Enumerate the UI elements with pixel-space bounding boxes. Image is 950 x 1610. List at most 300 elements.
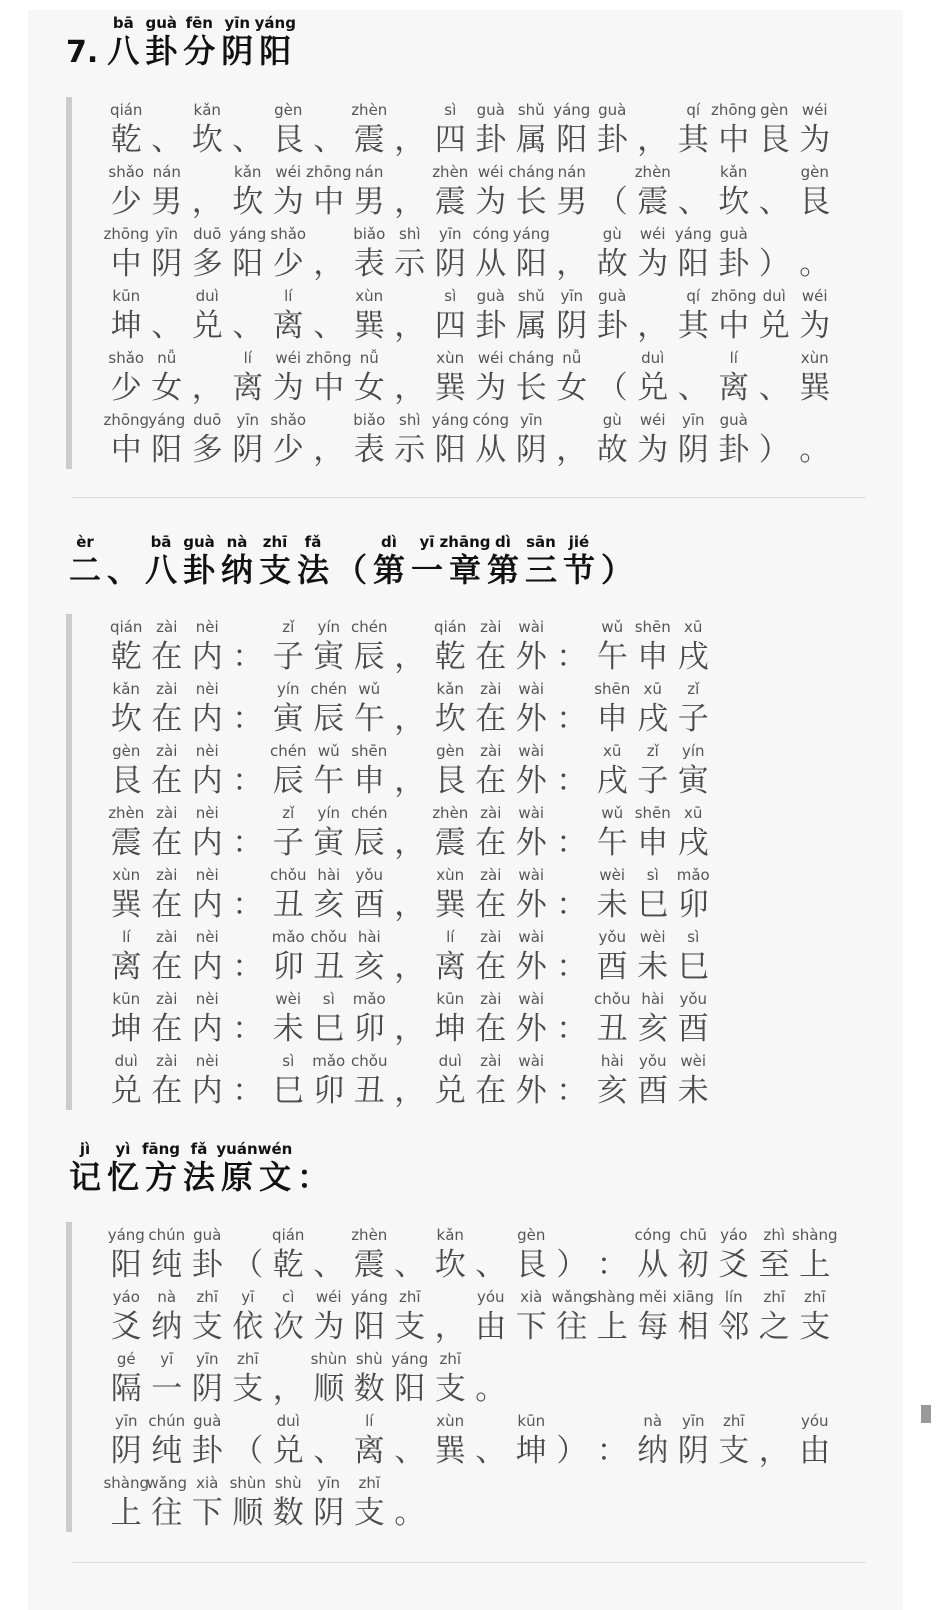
- hanzi: 。: [394, 1495, 426, 1531]
- hanzi: 其: [677, 308, 709, 344]
- pinyin: mǎo: [312, 1052, 346, 1070]
- text-char: [471, 1226, 512, 1284]
- text-char: [673, 928, 714, 986]
- hanzi: ：: [232, 701, 264, 737]
- text-char: [754, 1288, 795, 1346]
- pinyin: lí: [729, 349, 738, 367]
- text-char: [430, 349, 471, 407]
- pinyin: yǒu: [638, 1052, 667, 1070]
- pinyin: zhì: [763, 1226, 786, 1244]
- pinyin: zhōng: [305, 163, 352, 181]
- hanzi: 卦: [475, 308, 507, 344]
- pinyin: bā: [112, 14, 134, 32]
- hanzi: 外: [515, 639, 547, 675]
- hanzi: 邻: [718, 1309, 750, 1345]
- pinyin: biǎo: [353, 225, 386, 243]
- pinyin: bā: [150, 533, 172, 551]
- pinyin: zài: [156, 866, 178, 884]
- text-char: [106, 101, 147, 159]
- pinyin: duì: [114, 1052, 138, 1070]
- text-char: [187, 101, 228, 159]
- hanzi: 午: [313, 763, 345, 799]
- hanzi: 坎: [718, 184, 750, 220]
- pinyin: yuán: [216, 1140, 258, 1158]
- text-char: [106, 990, 147, 1048]
- pinyin: chǒu: [310, 928, 347, 946]
- hanzi: ）: [556, 1433, 588, 1469]
- pinyin: yín: [276, 680, 300, 698]
- text-char: [511, 225, 552, 283]
- text-char: [106, 680, 147, 738]
- pinyin: nǚ: [359, 349, 379, 367]
- hanzi: 卯: [272, 949, 304, 985]
- hanzi: ：: [232, 1011, 264, 1047]
- hanzi: 为: [799, 308, 831, 344]
- pinyin: zhèn: [108, 804, 145, 822]
- hanzi: 巳: [313, 1011, 345, 1047]
- hanzi: 八: [144, 551, 177, 589]
- text-char: [511, 287, 552, 345]
- hanzi: 纳: [151, 1309, 183, 1345]
- hanzi: 辰: [353, 639, 385, 675]
- pinyin: guà: [193, 1226, 222, 1244]
- pinyin: shùn: [310, 1350, 347, 1368]
- text-char: [309, 1412, 350, 1470]
- text-char: [471, 349, 512, 407]
- text-char: [106, 618, 147, 676]
- pinyin: wéi: [639, 225, 666, 243]
- pinyin: yīn: [681, 411, 705, 429]
- text-char: [390, 1350, 431, 1408]
- hanzi: 巽: [799, 370, 831, 406]
- hanzi: 少: [110, 370, 142, 406]
- text-char: [430, 1052, 471, 1110]
- text-char: [430, 1350, 471, 1408]
- text-char: [187, 1474, 228, 1532]
- text-char: [795, 1288, 836, 1346]
- hanzi: 往: [556, 1309, 588, 1345]
- pinyin: gèn: [760, 101, 789, 119]
- pinyin: zǐ: [646, 742, 659, 760]
- text-line: [106, 97, 835, 159]
- pinyin: guà: [476, 101, 505, 119]
- hanzi: 震: [434, 184, 466, 220]
- text-char: [552, 1412, 593, 1470]
- text-char: [349, 163, 390, 221]
- hanzi: 支: [191, 1309, 223, 1345]
- hanzi: 辰: [313, 701, 345, 737]
- text-char: [673, 349, 714, 407]
- hanzi: 上: [110, 1495, 142, 1531]
- pinyin: shàng: [589, 1288, 636, 1306]
- hanzi: 中: [110, 432, 142, 468]
- hanzi: 阴: [677, 432, 709, 468]
- title-char: [104, 14, 142, 70]
- text-char: [106, 1350, 147, 1408]
- hanzi: 未: [637, 949, 669, 985]
- pinyin: gèn: [436, 742, 465, 760]
- hanzi: 艮: [799, 184, 831, 220]
- text-char: [349, 411, 390, 469]
- hanzi: ，: [191, 370, 223, 406]
- pinyin: yīn: [195, 1350, 219, 1368]
- text-char: [228, 349, 269, 407]
- pinyin: yáo: [112, 1288, 140, 1306]
- pinyin: xùn: [436, 1412, 465, 1430]
- text-char: [795, 163, 836, 221]
- hanzi: 午: [353, 701, 385, 737]
- text-char: [471, 101, 512, 159]
- text-char: [471, 742, 512, 800]
- pinyin: shì: [399, 411, 421, 429]
- text-char: [633, 742, 674, 800]
- pinyin: nǚ: [157, 349, 177, 367]
- hanzi: 子: [272, 825, 304, 861]
- text-char: [714, 411, 755, 469]
- hanzi: ，: [556, 432, 588, 468]
- text-char: [673, 1226, 714, 1284]
- pinyin: yáng: [553, 101, 591, 119]
- pinyin: zhī: [196, 1288, 219, 1306]
- hanzi: ，: [394, 763, 426, 799]
- hanzi: 。: [799, 432, 831, 468]
- section2-quote: [66, 614, 714, 1110]
- hanzi: 阳: [353, 1309, 385, 1345]
- text-char: [592, 928, 633, 986]
- pinyin: yáng: [431, 411, 469, 429]
- hanzi: 、: [475, 1433, 507, 1469]
- text-char: [552, 101, 593, 159]
- pinyin: zhōng: [103, 411, 150, 429]
- text-char: [471, 287, 512, 345]
- pinyin: nèi: [195, 804, 219, 822]
- pinyin: zài: [156, 680, 178, 698]
- hanzi: 、: [394, 1247, 426, 1283]
- pinyin: kūn: [517, 1412, 546, 1430]
- text-char: [147, 742, 188, 800]
- hanzi: 未: [272, 1011, 304, 1047]
- hanzi: 、: [394, 1433, 426, 1469]
- pinyin: zhōng: [710, 287, 757, 305]
- hanzi: 故: [596, 432, 628, 468]
- text-char: [754, 1226, 795, 1284]
- hanzi: 中: [313, 184, 345, 220]
- text-char: [430, 1412, 471, 1470]
- pinyin: nèi: [195, 618, 219, 636]
- pinyin: jì: [79, 1140, 91, 1158]
- pinyin: shǎo: [270, 411, 307, 429]
- pinyin: yīn: [236, 411, 260, 429]
- hanzi: （: [596, 370, 628, 406]
- hanzi: 丑: [272, 887, 304, 923]
- text-char: [228, 1350, 269, 1408]
- text-line: [106, 862, 714, 924]
- pinyin: yín: [317, 618, 341, 636]
- text-char: [309, 990, 350, 1048]
- pinyin: dì: [381, 533, 397, 551]
- pinyin: wǎng: [551, 1288, 592, 1306]
- hanzi: 外: [515, 763, 547, 799]
- hanzi: 内: [191, 701, 223, 737]
- text-char: [187, 742, 228, 800]
- hanzi: 坎: [434, 1247, 466, 1283]
- text-char: [268, 101, 309, 159]
- hanzi: 一: [151, 1371, 183, 1407]
- hanzi: 巳: [272, 1073, 304, 1109]
- text-char: [228, 1052, 269, 1110]
- title-char: [256, 14, 294, 70]
- hanzi: 为: [475, 184, 507, 220]
- title-char: [294, 1140, 332, 1196]
- hanzi: 四: [434, 122, 466, 158]
- pinyin: kǎn: [193, 101, 221, 119]
- text-char: [795, 411, 836, 469]
- pinyin: fǎ: [190, 1140, 208, 1158]
- text-char: [268, 1052, 309, 1110]
- hanzi: 兑: [272, 1433, 304, 1469]
- hanzi: ，: [394, 370, 426, 406]
- hanzi: 节: [562, 551, 595, 589]
- text-char: [268, 225, 309, 283]
- pinyin: guà: [598, 101, 627, 119]
- pinyin: hài: [600, 1052, 624, 1070]
- hanzi: 爻: [718, 1247, 750, 1283]
- text-char: [106, 1052, 147, 1110]
- pinyin: kǎn: [234, 163, 262, 181]
- hanzi: 男: [151, 184, 183, 220]
- text-char: [309, 411, 350, 469]
- text-char: [228, 742, 269, 800]
- hanzi: 巽: [110, 887, 142, 923]
- text-char: [187, 618, 228, 676]
- text-char: [187, 411, 228, 469]
- hanzi: 兑: [637, 370, 669, 406]
- hanzi: 、: [106, 551, 139, 589]
- pinyin: cháng: [508, 349, 555, 367]
- text-char: [673, 742, 714, 800]
- hanzi: 阳: [677, 246, 709, 282]
- hanzi: 艮: [272, 122, 304, 158]
- pinyin: wéi: [275, 163, 302, 181]
- hanzi: 为: [313, 1309, 345, 1345]
- hanzi: 支: [258, 551, 291, 589]
- section7-quote: [66, 97, 835, 469]
- title-char: [142, 1140, 180, 1196]
- text-char: [187, 349, 228, 407]
- hanzi: 少: [110, 184, 142, 220]
- divider: [72, 497, 866, 498]
- text-char: [106, 349, 147, 407]
- pinyin: guà: [598, 287, 627, 305]
- pinyin: zhī: [398, 1288, 421, 1306]
- text-char: [552, 1052, 593, 1110]
- title-char: [180, 1140, 218, 1196]
- text-char: [349, 742, 390, 800]
- pinyin: duì: [641, 349, 665, 367]
- pinyin: lí: [243, 349, 252, 367]
- text-char: [592, 804, 633, 862]
- hanzi: 纯: [151, 1433, 183, 1469]
- hanzi: 兑: [758, 308, 790, 344]
- pinyin: xùn: [355, 287, 384, 305]
- pinyin: nán: [355, 163, 384, 181]
- pinyin: duì: [276, 1412, 300, 1430]
- pinyin: wén: [257, 1140, 293, 1158]
- pinyin: qián: [272, 1226, 305, 1244]
- pinyin: yīn: [681, 1412, 705, 1430]
- text-char: [471, 1412, 512, 1470]
- pinyin: hài: [641, 990, 665, 1008]
- pinyin: nèi: [195, 742, 219, 760]
- pinyin: yīn: [560, 287, 584, 305]
- hanzi: 之: [758, 1309, 790, 1345]
- text-char: [633, 1288, 674, 1346]
- pinyin: shù: [274, 1474, 302, 1492]
- hanzi: 外: [515, 949, 547, 985]
- pinyin: nǚ: [562, 349, 582, 367]
- pinyin: zǐ: [282, 804, 295, 822]
- hanzi: 、: [677, 370, 709, 406]
- hanzi: 卦: [145, 32, 178, 70]
- pinyin: wǔ: [317, 742, 340, 760]
- pinyin: xiāng: [672, 1288, 714, 1306]
- hanzi: 在: [151, 949, 183, 985]
- text-char: [795, 1412, 836, 1470]
- hanzi: 内: [191, 639, 223, 675]
- hanzi: 阴: [191, 1371, 223, 1407]
- hanzi: 二: [68, 551, 101, 589]
- text-char: [309, 225, 350, 283]
- text-char: [592, 680, 633, 738]
- hanzi: 阴: [151, 246, 183, 282]
- hanzi: 卦: [596, 308, 628, 344]
- hanzi: 兑: [110, 1073, 142, 1109]
- text-char: [471, 1052, 512, 1110]
- hanzi: 申: [353, 763, 385, 799]
- text-char: [673, 804, 714, 862]
- text-line: [106, 676, 714, 738]
- hanzi: 第: [486, 551, 519, 589]
- hanzi: 从: [475, 432, 507, 468]
- title-char: [104, 533, 142, 589]
- hanzi: 卯: [313, 1073, 345, 1109]
- text-char: [673, 866, 714, 924]
- pinyin: yī: [160, 1350, 174, 1368]
- hanzi: 卦: [718, 246, 750, 282]
- pinyin: guà: [719, 411, 748, 429]
- hanzi: 内: [191, 763, 223, 799]
- text-char: [795, 287, 836, 345]
- pinyin: yáng: [512, 225, 550, 243]
- text-char: [103, 411, 150, 469]
- text-char: [471, 1288, 512, 1346]
- hanzi: 。: [475, 1371, 507, 1407]
- text-char: [228, 928, 269, 986]
- pinyin: sān: [526, 533, 556, 551]
- hanzi: 少: [272, 246, 304, 282]
- hanzi: 寅: [677, 763, 709, 799]
- text-char: [633, 411, 674, 469]
- pinyin: měi: [638, 1288, 667, 1306]
- hanzi: ，: [394, 1011, 426, 1047]
- text-char: [390, 1412, 431, 1470]
- text-char: [309, 287, 350, 345]
- pinyin: hài: [357, 928, 381, 946]
- hanzi: 子: [272, 639, 304, 675]
- hanzi: 内: [191, 825, 223, 861]
- hanzi: 子: [637, 763, 669, 799]
- text-char: [187, 225, 228, 283]
- hanzi: 寅: [313, 639, 345, 675]
- pinyin: shēn: [634, 804, 671, 822]
- text-char: [309, 618, 350, 676]
- text-char: [552, 680, 593, 738]
- title-char: [439, 533, 491, 589]
- text-char: [714, 349, 755, 407]
- hanzi: 次: [272, 1309, 304, 1345]
- text-char: [147, 411, 188, 469]
- text-char: [187, 1288, 228, 1346]
- pinyin: shǔ: [517, 101, 545, 119]
- hanzi: 、: [232, 308, 264, 344]
- pinyin: duì: [762, 287, 786, 305]
- hanzi: ：: [232, 1073, 264, 1109]
- pinyin: jié: [568, 533, 590, 551]
- text-char: [309, 804, 350, 862]
- text-char: [633, 163, 674, 221]
- scrollbar-thumb[interactable]: [921, 1405, 931, 1423]
- text-char: [795, 349, 836, 407]
- hanzi: ）: [600, 551, 633, 589]
- hanzi: 第: [372, 551, 405, 589]
- hanzi: ，: [637, 122, 669, 158]
- text-line: [106, 986, 714, 1048]
- text-char: [103, 1474, 150, 1532]
- text-char: [106, 1288, 147, 1346]
- pinyin: chǒu: [351, 1052, 388, 1070]
- hanzi: ：: [556, 1011, 588, 1047]
- text-char: [754, 101, 795, 159]
- text-char: [349, 866, 390, 924]
- title-char: [66, 1140, 104, 1196]
- hanzi: 中: [313, 370, 345, 406]
- pinyin: wèi: [275, 990, 302, 1008]
- text-char: [673, 287, 714, 345]
- hanzi: 酉: [637, 1073, 669, 1109]
- text-char: [633, 618, 674, 676]
- text-char: [508, 349, 555, 407]
- hanzi: ：: [232, 825, 264, 861]
- text-char: [714, 163, 755, 221]
- hanzi: 隔: [110, 1371, 142, 1407]
- text-line: [106, 1408, 835, 1470]
- text-char: [106, 1412, 147, 1470]
- hanzi: 外: [515, 701, 547, 737]
- pinyin: qián: [110, 618, 143, 636]
- hanzi: 、: [313, 308, 345, 344]
- pinyin: shǎo: [108, 163, 145, 181]
- text-char: [228, 1474, 269, 1532]
- pinyin: qián: [110, 101, 143, 119]
- title-char: [66, 533, 104, 589]
- hanzi: 震: [353, 1247, 385, 1283]
- title-char: [142, 533, 180, 589]
- pinyin: yín: [681, 742, 705, 760]
- hanzi: 离: [353, 1433, 385, 1469]
- pinyin: nèi: [195, 928, 219, 946]
- title-char: [218, 533, 256, 589]
- hanzi: 依: [232, 1309, 264, 1345]
